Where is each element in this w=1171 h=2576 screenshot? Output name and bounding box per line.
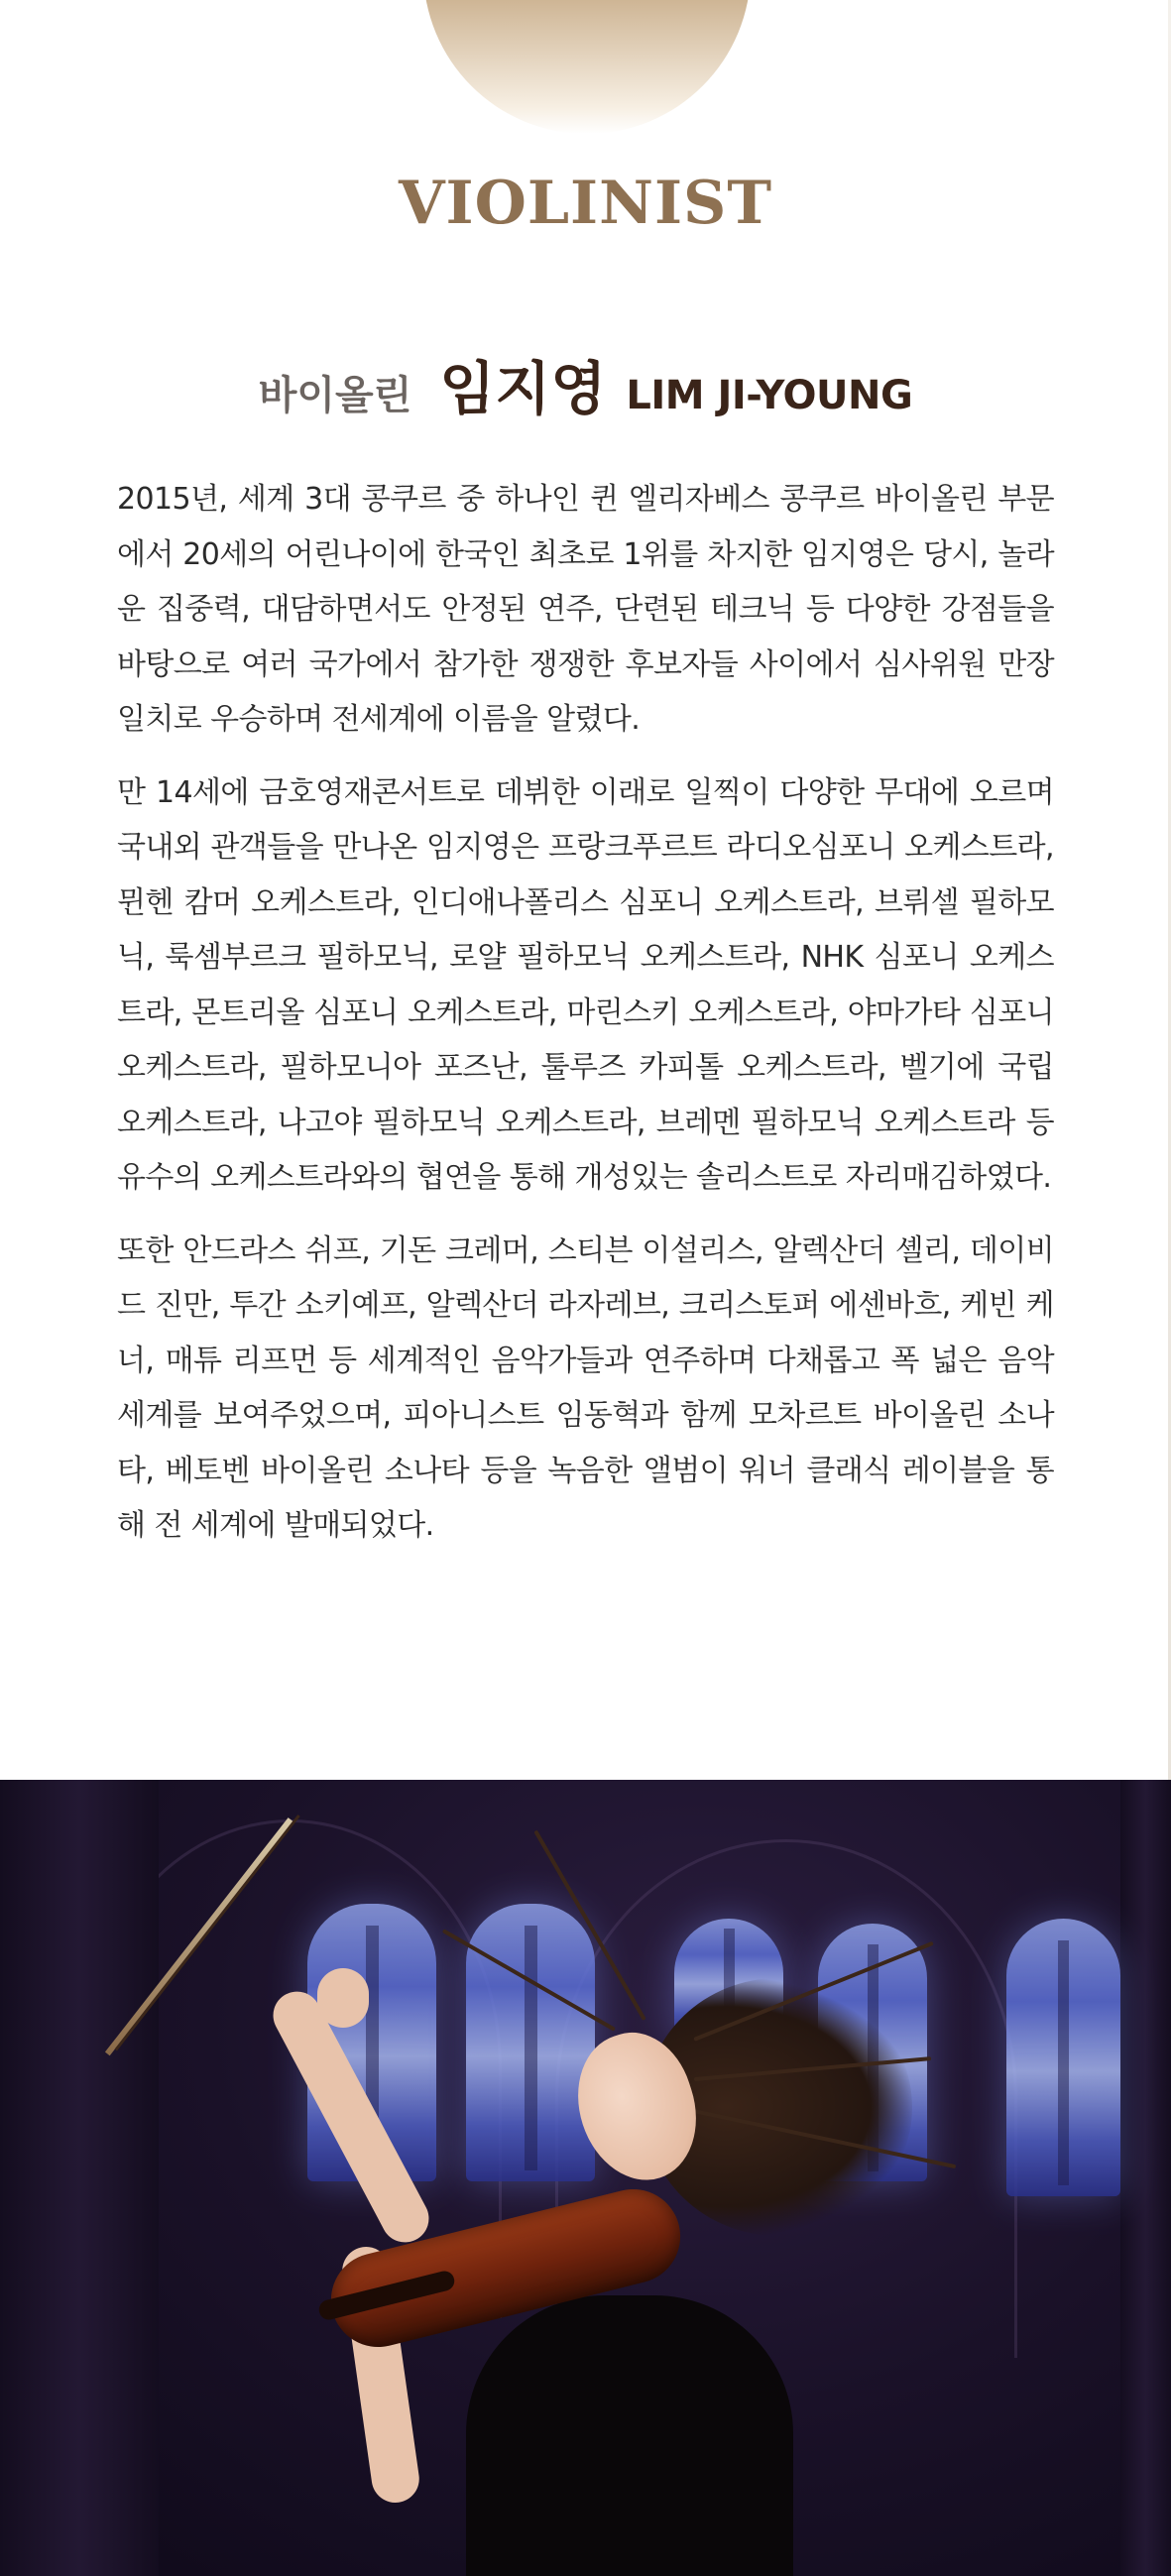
cathedral-pillar bbox=[1120, 1780, 1171, 2576]
raised-hand bbox=[317, 1968, 369, 2028]
artist-name-english: LIM JI-YOUNG bbox=[626, 373, 913, 418]
decorative-circle bbox=[423, 0, 751, 134]
instrument-label: 바이올린 bbox=[258, 373, 412, 418]
stained-glass-window bbox=[1006, 1919, 1120, 2196]
artist-title bbox=[0, 342, 1171, 425]
artist-name-korean: 임지영 bbox=[439, 355, 607, 422]
dress bbox=[466, 2295, 793, 2576]
violinist-photo bbox=[0, 1780, 1171, 2576]
artist-name-group bbox=[439, 342, 912, 425]
bio-paragraph-1: 2015년, 세계 3대 콩쿠르 중 하나인 퀸 엘리자베스 콩쿠르 바이올린 부문에서 20세의 어린나이에 한국인 최초로 1위를 차지한 임지영은 당시, 놀라운 집중력, 대담하면서도 안정된 연주, 단련된 테크닉 등 다양한 강점들을 바탕으로 여러 국가에서 참가한 쟁쟁한 후보자들 사이에서 심사위원 만장일치로 우승하며 전세계에 이름을 알렸다. bbox=[117, 482, 1054, 737]
bio-paragraph-3: 또한 안드라스 쉬프, 기돈 크레머, 스티븐 이설리스, 알렉산더 셸리, 데이비드 진만, 투간 소키예프, 알렉산더 라자레브, 크리스토퍼 에센바흐, 케빈 케너, 매튜 리프먼 등 세계적인 음악가들과 연주하며 다채롭고 폭 넓은 음악 세계를 보여주었으며, 피아니스트 임동혁과 함께 모차르트 바이올린 소나타, 베토벤 바이올린 소나타 등을 녹음한 앨범이 워너 클래식 레이블을 통해 전 세계에 발매되었다. bbox=[117, 1232, 1054, 1543]
stained-glass-window bbox=[466, 1904, 595, 2181]
cathedral-pillar bbox=[0, 1780, 159, 2576]
eyebrow-title: VIOLINIST bbox=[398, 169, 773, 238]
bio-paragraph-2: 만 14세에 금호영재콘서트로 데뷔한 이래로 일찍이 다양한 무대에 오르며 국내외 관객들을 만나온 임지영은 프랑크푸르트 라디오심포니 오케스트라, 뮌헨 캄머 오케스트라, 인디애나폴리스 심포니 오케스트라, 브뤼셀 필하모닉, 룩셈부르크 필하모닉, 로얄 필하모닉 오케스트라, NHK 심포니 오케스트라, 몬트리올 심포니 오케스트라, 마린스키 오케스트라, 야마가타 심포니 오케스트라, 필하모니아 포즈난, 툴루즈 카피톨 오케스트라, 벨기에 국립 오케스트라, 나고야 필하모닉 오케스트라, 브레멘 필하모닉 오케스트라 등 유수의 오케스트라와의 협연을 통해 개성있는 솔리스트로 자리매김하였다. bbox=[117, 774, 1054, 1195]
biography bbox=[117, 472, 1054, 1572]
